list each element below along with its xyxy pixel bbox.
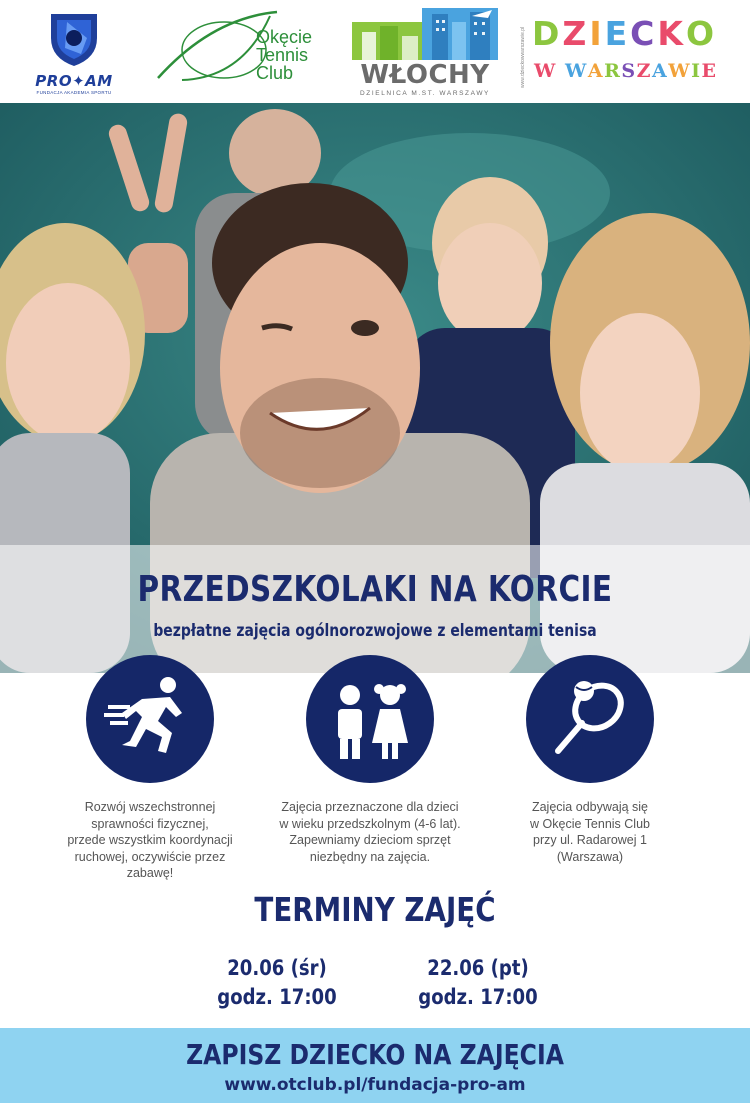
okecie-line-1: Okęcie bbox=[256, 27, 313, 47]
signup-footer bbox=[0, 1028, 750, 1103]
dziecko-w-warszawie-logo bbox=[518, 14, 742, 94]
schedule-date-1 bbox=[191, 954, 363, 1012]
wlochy-subtitle: DZIELNICA M.ST. WARSZAWY bbox=[359, 90, 490, 97]
proam-wordmark: PRO✦AM bbox=[35, 72, 113, 90]
feature-line: przy ul. Radarowej 1 bbox=[533, 833, 647, 847]
feature-line: Zapewniamy dzieciom sprzęt bbox=[289, 833, 451, 847]
okecie-tennis-club-logo bbox=[152, 8, 332, 88]
schedule-title: TERMINY ZAJĘĆ bbox=[254, 890, 496, 929]
feature-location bbox=[475, 655, 705, 865]
hero-subtitle: bezpłatne zajęcia ogólnorozwojowe z elementami tenisa bbox=[153, 621, 597, 641]
signup-cta: ZAPISZ DZIECKO NA ZAJĘCIA bbox=[186, 1038, 564, 1071]
feature-line: zabawę! bbox=[126, 866, 174, 880]
wlochy-wordmark: WŁOCHY bbox=[360, 60, 490, 90]
okecie-line-2: Tennis bbox=[256, 45, 309, 65]
running-person-icon bbox=[86, 655, 214, 783]
dziecko-line-1: DZIECKO bbox=[532, 14, 718, 53]
feature-line: niezbędny na zajęcia. bbox=[309, 849, 431, 864]
schedule-day: 20.06 (śr) bbox=[227, 956, 327, 980]
schedule-date-2 bbox=[392, 954, 564, 1012]
feature-circle bbox=[306, 655, 434, 783]
feature-circle bbox=[526, 655, 654, 783]
feature-age-group bbox=[255, 655, 485, 865]
dziecko-line-2: W WARSZAWIE bbox=[534, 60, 718, 82]
feature-line: w wieku przedszkolnym (4-6 lat). bbox=[279, 816, 461, 831]
feature-line: Rozwój wszechstronnej bbox=[84, 800, 216, 814]
tennis-racket-icon bbox=[526, 655, 654, 783]
hero-photo bbox=[0, 103, 750, 673]
schedule-time: godz. 17:00 bbox=[418, 985, 538, 1009]
proam-logo bbox=[24, 8, 124, 98]
feature-line: Zajęcia odbywają się bbox=[531, 800, 649, 814]
feature-line: przede wszystkim koordynacji bbox=[67, 833, 233, 847]
feature-circle bbox=[86, 655, 214, 783]
feature-development bbox=[35, 655, 265, 882]
dziecko-side-url: www.dzieckowwarszawie.pl bbox=[520, 26, 526, 88]
children-icon bbox=[306, 655, 434, 783]
schedule-day: 22.06 (pt) bbox=[427, 956, 529, 980]
proam-shield-icon bbox=[43, 8, 105, 70]
feature-text bbox=[35, 799, 265, 882]
signup-link[interactable]: www.otclub.pl/fundacja-pro-am bbox=[224, 1075, 526, 1095]
proam-subtitle: FUNDACJA AKADEMIA SPORTU bbox=[36, 90, 112, 95]
feature-line: Zajęcia przeznaczone dla dzieci bbox=[281, 800, 459, 814]
schedule-time: godz. 17:00 bbox=[217, 985, 337, 1009]
feature-line: w Okęcie Tennis Club bbox=[530, 816, 650, 831]
feature-text bbox=[255, 799, 485, 865]
okecie-line-3: Club bbox=[256, 63, 294, 83]
wlochy-logo bbox=[352, 8, 498, 100]
feature-text bbox=[475, 799, 705, 865]
feature-line: (Warszawa) bbox=[556, 849, 624, 864]
hero-title: PRZEDSZKOLAKI NA KORCIE bbox=[137, 569, 613, 610]
partner-logos bbox=[0, 0, 750, 103]
feature-line: ruchowej, oczywiście przez bbox=[74, 849, 226, 864]
feature-line: sprawności fizycznej, bbox=[91, 816, 209, 831]
city-skyline-icon bbox=[352, 8, 498, 60]
